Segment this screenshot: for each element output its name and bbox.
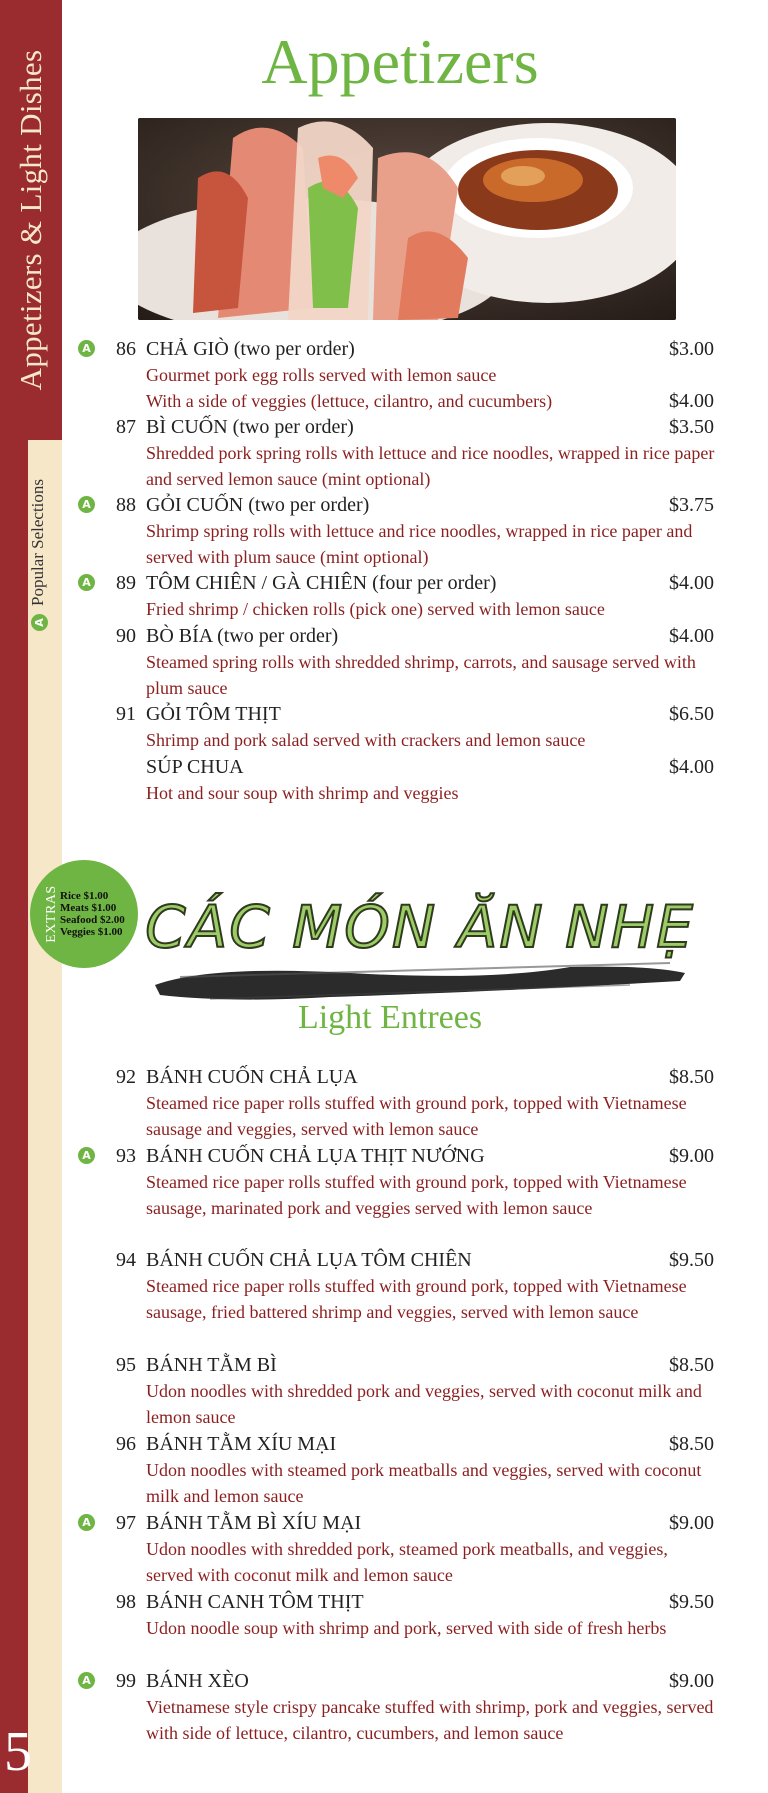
item-number: 87 — [116, 416, 136, 438]
item-description: Steamed spring rolls with shredded shrimp, carrots, and sausage served with plum sauce — [146, 652, 696, 698]
item-name: BÁNH TẰM XÍU MẠI — [146, 1433, 337, 1455]
item-price: $4.00 — [669, 756, 714, 778]
item-name: BÁNH TẰM BÌ XÍU MẠI — [146, 1512, 362, 1534]
popular-selections-label: Popular Selections — [28, 478, 47, 607]
light-dishes-vietnamese-title: CÁC MÓN ĂN NHẸ — [145, 893, 695, 961]
extras-line: Meats $1.00 — [60, 902, 117, 914]
item-number: 95 — [116, 1354, 136, 1376]
item-number: 90 — [116, 625, 136, 647]
item-name: BÌ CUỐN (two per order) — [146, 416, 354, 438]
item-price: $4.00 — [669, 572, 714, 594]
spine-section-title: Appetizers & Light Dishes — [13, 49, 48, 391]
item-price: $9.50 — [669, 1591, 714, 1613]
item-description: Shrimp and pork salad served with crackers and lemon sauce — [146, 730, 586, 750]
item-description: Steamed rice paper rolls stuffed with ground pork, topped with Vietnamese sausage, fried battered shrimp and veggies, served with lemon sauce — [146, 1276, 687, 1322]
item-description: Steamed rice paper rolls stuffed with ground pork, topped with Vietnamese sausage and veggies, served with lemon sauce — [146, 1093, 687, 1139]
item-number: 94 — [116, 1249, 136, 1271]
popular-badge-icon: A — [78, 1672, 95, 1689]
extras-label: EXTRAS — [44, 885, 59, 943]
item-price: $8.50 — [669, 1354, 714, 1376]
item-description: Shredded pork spring rolls with lettuce and rice noodles, wrapped in rice paper and served lemon sauce (mint optional) — [146, 443, 715, 489]
popular-badge-icon: A — [78, 496, 95, 513]
extras-line: Seafood $2.00 — [60, 914, 125, 926]
item-number: 91 — [116, 703, 136, 725]
popular-badge-icon: A — [78, 340, 95, 357]
item-description: Shrimp spring rolls with lettuce and rice noodles, wrapped in rice paper and served with plum sauce (mint optional) — [146, 521, 693, 567]
item-name: CHẢ GIÒ (two per order) — [146, 338, 355, 360]
item-description: Udon noodle soup with shrimp and pork, served with side of fresh herbs — [146, 1618, 667, 1638]
extras-line: Rice $1.00 — [60, 890, 109, 902]
item-name: BÁNH CUỐN CHẢ LỤA TÔM CHIÊN — [146, 1249, 472, 1271]
popular-badge-icon: A — [78, 1147, 95, 1164]
popular-badge-icon: A — [78, 1514, 95, 1531]
item-name: BÁNH CUỐN CHẢ LỤA — [146, 1066, 358, 1088]
item-price: $9.50 — [669, 1249, 714, 1271]
item-description: Gourmet pork egg rolls served with lemon sauce — [146, 365, 497, 385]
popular-badge-icon: A — [78, 574, 95, 591]
popular-selections-legend — [28, 479, 48, 631]
item-number: 99 — [116, 1670, 136, 1692]
item-number: 92 — [116, 1066, 136, 1088]
item-price: $9.00 — [669, 1512, 714, 1534]
popular-badge-icon: A — [31, 614, 48, 631]
appetizers-heading: Appetizers — [261, 26, 539, 97]
extras-line: Veggies $1.00 — [60, 926, 123, 938]
item-name: BÁNH TẰM BÌ — [146, 1354, 277, 1376]
extras-badge — [30, 860, 138, 968]
item-price: $4.00 — [669, 625, 714, 647]
item-number: 93 — [116, 1145, 136, 1167]
item-price: $3.75 — [669, 494, 714, 516]
item-name: BÒ BÍA (two per order) — [146, 625, 339, 647]
item-number: 98 — [116, 1591, 136, 1613]
page-number: 5 — [4, 1721, 32, 1783]
item-description: Udon noodles with steamed pork meatballs and veggies, served with coconut milk and lemon sauce — [146, 1460, 702, 1506]
item-price: $6.50 — [669, 703, 714, 725]
item-description: Hot and sour soup with shrimp and veggies — [146, 783, 459, 803]
item-name: GỎI TÔM THỊT — [146, 703, 281, 725]
item-price: $3.00 — [669, 338, 714, 360]
item-description: Vietnamese style crispy pancake stuffed with shrimp, pork and veggies, served with side of lettuce, cilantro, cucumbers, and lemon sauce — [146, 1697, 714, 1743]
item-description: Udon noodles with shredded pork, steamed pork meatballs, and veggies, served with coconut milk and lemon sauce — [146, 1539, 668, 1585]
item-number: 88 — [116, 494, 136, 516]
item-option-description: With a side of veggies (lettuce, cilantro, and cucumbers) — [146, 391, 553, 411]
item-price: $9.00 — [669, 1145, 714, 1167]
light-entrees-heading: Light Entrees — [297, 999, 483, 1036]
item-price: $8.50 — [669, 1066, 714, 1088]
item-number: 97 — [116, 1512, 136, 1534]
item-name: TÔM CHIÊN / GÀ CHIÊN (four per order) — [146, 572, 497, 594]
item-name: SÚP CHUA — [146, 756, 244, 778]
item-description: Udon noodles with shredded pork and veggies, served with coconut milk and lemon sauce — [146, 1381, 702, 1427]
extras-list — [60, 890, 125, 938]
item-option-price: $4.00 — [669, 390, 714, 412]
item-number: 86 — [116, 338, 136, 360]
spring-rolls-photo-illustration — [138, 118, 676, 320]
item-number: 96 — [116, 1433, 136, 1455]
item-price: $9.00 — [669, 1670, 714, 1692]
item-price: $3.50 — [669, 416, 714, 438]
item-name: BÁNH XÈO — [146, 1670, 249, 1692]
item-description: Fried shrimp / chicken rolls (pick one) served with lemon sauce — [146, 599, 605, 619]
item-description: Steamed rice paper rolls stuffed with ground pork, topped with Vietnamese sausage, marinated pork and veggies served with lemon sauce — [146, 1172, 687, 1218]
item-name: BÁNH CANH TÔM THỊT — [146, 1591, 364, 1613]
item-number: 89 — [116, 572, 136, 594]
item-name: GỎI CUỐN (two per order) — [146, 494, 370, 516]
spring-rolls-photo — [138, 118, 676, 320]
item-name: BÁNH CUỐN CHẢ LỤA THỊT NƯỚNG — [146, 1145, 485, 1167]
item-price: $8.50 — [669, 1433, 714, 1455]
